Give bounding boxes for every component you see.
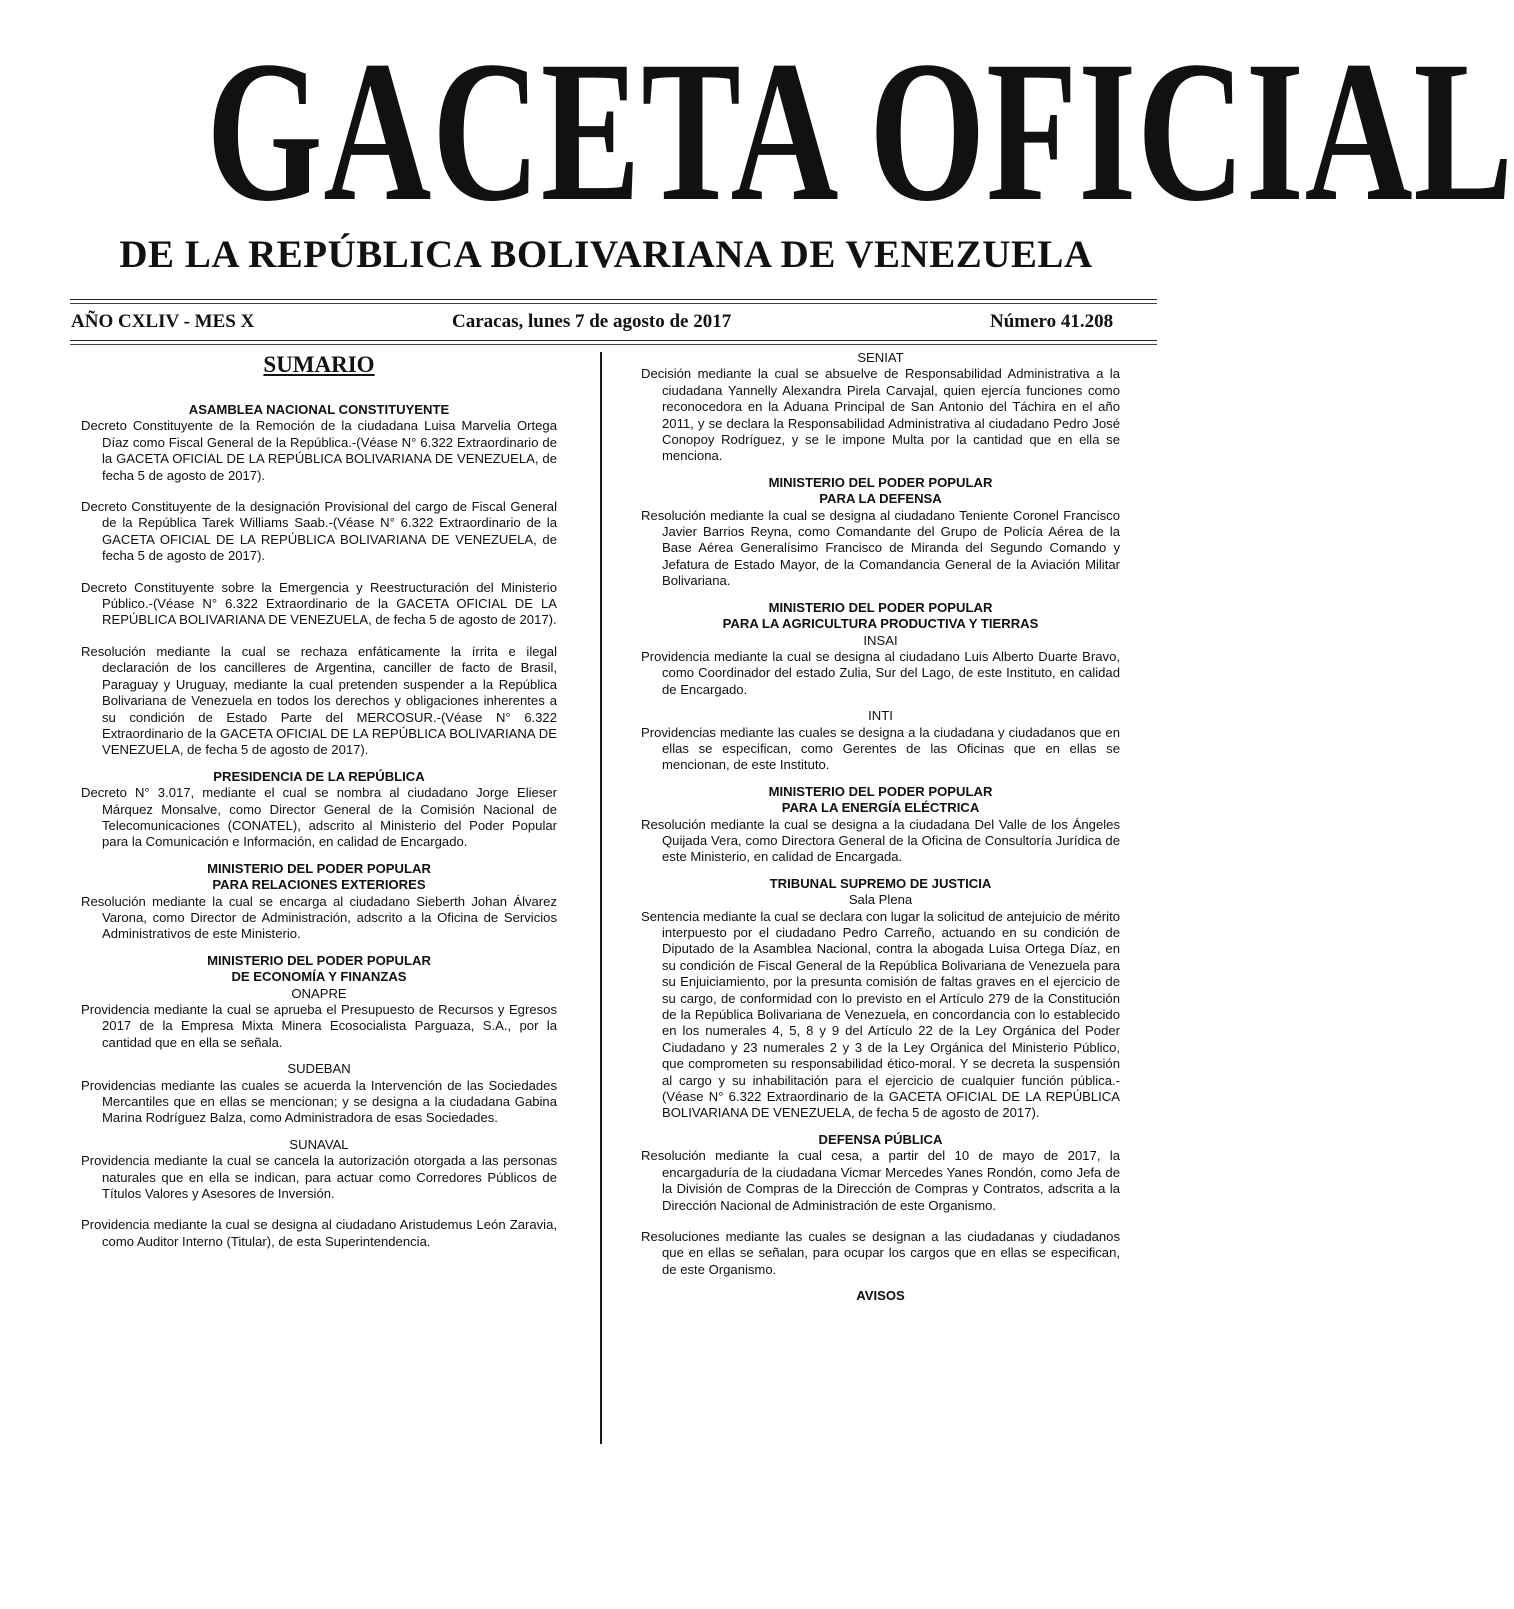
right-sections bbox=[641, 350, 1120, 1305]
section bbox=[641, 475, 1120, 590]
section-subheading: SUDEBAN bbox=[287, 1061, 351, 1077]
section-heading: PARA LA AGRICULTURA PRODUCTIVA Y TIERRAS bbox=[722, 616, 1039, 632]
summary-entry: Resolución mediante la cual cesa, a partir del 10 de mayo de 2017, la encargaduría de la ciudadana Vicmar Mercedes Yanes Rondón, como Jefa de la División de Compras de la Dirección de Compras y Contratos, adscrita a la Dirección Nacional de Administración de este Organismo. bbox=[641, 1148, 1120, 1213]
section bbox=[641, 708, 1120, 774]
left-sections bbox=[81, 402, 557, 1250]
section bbox=[81, 861, 557, 943]
issue-number: Número 41.208 bbox=[990, 311, 1114, 332]
section bbox=[641, 1132, 1120, 1278]
section-heading: TRIBUNAL SUPREMO DE JUSTICIA bbox=[769, 875, 992, 891]
summary-entry: Providencias mediante las cuales se acuerda la Intervención de las Sociedades Mercantiles que en ellas se mencionan; y se designa a la ciudadana Gabina Marina Rodríguez Balza, como Administradora de esas Sociedades. bbox=[81, 1077, 557, 1126]
summary-entry: Decreto Constituyente de la designación Provisional del cargo de Fiscal General de la República Tarek Williams Saab.-(Véase N° 6.322 Extraordinario de la GACETA OFICIAL DE LA REPÚBLICA BOLIVARIANA DE VENEZUELA, de fecha 5 de agosto de 2017). bbox=[81, 499, 557, 564]
section-subheading: Sala Plena bbox=[848, 892, 913, 908]
issue-date: Caracas, lunes 7 de agosto de 2017 bbox=[452, 311, 732, 332]
section bbox=[641, 600, 1120, 698]
summary-entry: Decreto N° 3.017, mediante el cual se nombra al ciudadano Jorge Elieser Márquez Monsalve, como Director General de la Comisión Nacional de Telecomunicaciones (CONATEL), adscrito al Ministerio del Poder Popular para la Comunicación e Información, en calidad de Encargado. bbox=[81, 785, 557, 850]
summary-entry: Providencia mediante la cual se designa al ciudadano Aristudemus León Zaravia, como Auditor Interno (Titular), de esta Superintendencia. bbox=[81, 1217, 557, 1249]
summary-entry: Resolución mediante la cual se designa a la ciudadana Del Valle de los Ángeles Quijada Vera, como Directora General de la Oficina de Consultoría Jurídica de este Ministerio, en calidad de Encargada. bbox=[641, 816, 1120, 865]
section-heading: MINISTERIO DEL PODER POPULAR bbox=[768, 783, 993, 799]
header-rule-top bbox=[70, 299, 1157, 300]
section-subheading: INTI bbox=[868, 708, 893, 724]
summary-entry: Decreto Constituyente sobre la Emergencia y Reestructuración del Ministerio Público.-(Véase N° 6.322 Extraordinario de la GACETA OFICIAL DE LA REPÚBLICA BOLIVARIANA DE VENEZUELA, de fecha 5 de agosto de 2017). bbox=[81, 579, 557, 628]
section-subheading: INSAI bbox=[863, 632, 898, 648]
right-column bbox=[641, 350, 1120, 1315]
header-rule-top-inner bbox=[70, 303, 1157, 304]
column-divider bbox=[600, 352, 602, 1444]
section-subheading: SUNAVAL bbox=[289, 1136, 349, 1152]
section-heading: PARA RELACIONES EXTERIORES bbox=[212, 877, 426, 893]
masthead-subtitle: DE LA REPÚBLICA BOLIVARIANA DE VENEZUELA bbox=[119, 233, 1093, 276]
section-heading: MINISTERIO DEL PODER POPULAR bbox=[207, 860, 431, 876]
summary-entry: Providencia mediante la cual se aprueba el Presupuesto de Recursos y Egresos 2017 de la Empresa Mixta Minera Ecosocialista Parguaza, S.A., por la cantidad que en ella se señala. bbox=[81, 1002, 557, 1050]
masthead-title: GACETA OFICIAL bbox=[206, 19, 1514, 243]
section bbox=[641, 1288, 1120, 1304]
section-heading: AVISOS bbox=[856, 1288, 905, 1304]
section bbox=[81, 1061, 557, 1127]
header-rule-bottom-inner bbox=[70, 344, 1157, 345]
year-month: AÑO CXLIV - MES X bbox=[71, 311, 255, 332]
summary-entry: Providencia mediante la cual se designa al ciudadano Luis Alberto Duarte Bravo, como Coordinador del estado Zulia, Sur del Lago, de este Instituto, en calidad de Encargado. bbox=[641, 648, 1120, 697]
section-heading: DE ECONOMÍA Y FINANZAS bbox=[231, 969, 407, 985]
section bbox=[81, 1137, 557, 1250]
section bbox=[81, 953, 557, 1051]
section-heading: PRESIDENCIA DE LA REPÚBLICA bbox=[213, 768, 425, 784]
summary-entry: Providencia mediante la cual se cancela la autorización otorgada a las personas naturales que en ella se indican, para actuar como Corredores Públicos de Títulos Valores y Asesores de Inversión. bbox=[81, 1153, 557, 1202]
summary-entry: Decreto Constituyente de la Remoción de la ciudadana Luisa Marvelia Ortega Díaz como Fiscal General de la República.-(Véase N° 6.322 Extraordinario de la GACETA OFICIAL DE LA REPÚBLICA BOLIVARIANA DE VENEZUELA, de fecha 5 de agosto de 2017). bbox=[81, 418, 557, 483]
section bbox=[641, 784, 1120, 866]
summary-entry: Decisión mediante la cual se absuelve de Responsabilidad Administrativa a la ciudadana Yannelly Alexandra Pirela Carvajal, quien ejercía funciones como reconocedora en la Aduana Principal de San Antonio del Táchira en el año 2011, y se declara la Responsabilidad Administrativa al ciudadano Pedro José Conopoy Rodríguez, y se le impone Multa por la cantidad que en ella se menciona. bbox=[641, 366, 1120, 464]
summary-entry: Resolución mediante la cual se encarga al ciudadano Sieberth Johan Álvarez Varona, como Director de Administración, adscrito a la Oficina de Servicios Administrativos de este Ministerio. bbox=[81, 893, 557, 942]
section-heading: MINISTERIO DEL PODER POPULAR bbox=[768, 474, 993, 490]
section-heading: PARA LA DEFENSA bbox=[819, 491, 942, 507]
section bbox=[81, 402, 557, 759]
section bbox=[81, 769, 557, 851]
summary-entry: Sentencia mediante la cual se declara con lugar la solicitud de antejuicio de mérito interpuesto por el ciudadano Pedro Carreño, actuando en su condición de Diputado de la Asamblea Nacional, contra la abogada Luisa Ortega Díaz, en su condición de Fiscal General de la República Bolivariana de Venezuela para su Enjuiciamiento, por la presunta comisión de faltas graves en el ejercicio de su cargo, de conformidad con lo previsto en el Artículo 279 de la Constitución de la República Bolivariana de Venezuela, en concordancia con lo establecido en los numerales 4, 5, 8 y 9 del Artículo 22 de la Ley Orgánica del Poder Ciudadano y 23 numerales 2 y 3 de la Ley Orgánica del Ministerio Público, que comprometen su responsabilidad ético-moral. Y se decreta la suspensión al cargo y su inhabilitación para el ejercicio de cualquier función pública.-(Véase N° 6.322 Extraordinario de la GACETA OFICIAL DE LA REPÚBLICA BOLIVARIANA DE VENEZUELA, de fecha 5 de agosto de 2017). bbox=[641, 908, 1120, 1121]
section-heading: ASAMBLEA NACIONAL CONSTITUYENTE bbox=[188, 402, 450, 417]
summary-entry: Resolución mediante la cual se rechaza enfáticamente la írrita e ilegal declaración de los cancilleres de Argentina, canciller de facto de Brasil, Paraguay y Uruguay, mediante la cual pretenden suspender a la República Bolivariana de Venezuela en todos los derechos y obligaciones inherentes a su condición de Estado Parte del MERCOSUR.-(Véase N° 6.322 Extraordinario de la GACETA OFICIAL DE LA REPÚBLICA BOLIVARIANA DE VENEZUELA, de fecha 5 de agosto de 2017). bbox=[81, 643, 557, 758]
summary-entry: Providencias mediante las cuales se designa a la ciudadana y ciudadanos que en ellas se especifican, como Gerentes de las Oficinas que en ellas se mencionan, de este Instituto. bbox=[641, 724, 1120, 773]
sumario-title: SUMARIO bbox=[263, 352, 375, 377]
header-rule-bottom bbox=[70, 340, 1157, 341]
section-heading: MINISTERIO DEL PODER POPULAR bbox=[207, 952, 431, 968]
summary-entry: Resoluciones mediante las cuales se designan a las ciudadanas y ciudadanos que en ellas se señalan, para ocupar los cargos que en ellas se especifican, de este Organismo. bbox=[641, 1228, 1120, 1277]
left-column bbox=[81, 350, 557, 1260]
section bbox=[641, 876, 1120, 1122]
section-heading: PARA LA ENERGÍA ELÉCTRICA bbox=[781, 800, 980, 816]
section-subheading: ONAPRE bbox=[291, 985, 347, 1001]
section-subheading: SENIAT bbox=[857, 350, 904, 365]
section-heading: DEFENSA PÚBLICA bbox=[818, 1131, 943, 1147]
section bbox=[641, 350, 1120, 465]
section-heading: MINISTERIO DEL PODER POPULAR bbox=[768, 599, 993, 615]
summary-entry: Resolución mediante la cual se designa al ciudadano Teniente Coronel Francisco Javier Barrios Reyna, como Comandante del Grupo de Policía Aérea de la Base Aérea Generalísimo Francisco de Miranda del Segundo Comando y Jefatura de Estado Mayor, de la Comandancia General de la Aviación Militar Bolivariana. bbox=[641, 507, 1120, 589]
